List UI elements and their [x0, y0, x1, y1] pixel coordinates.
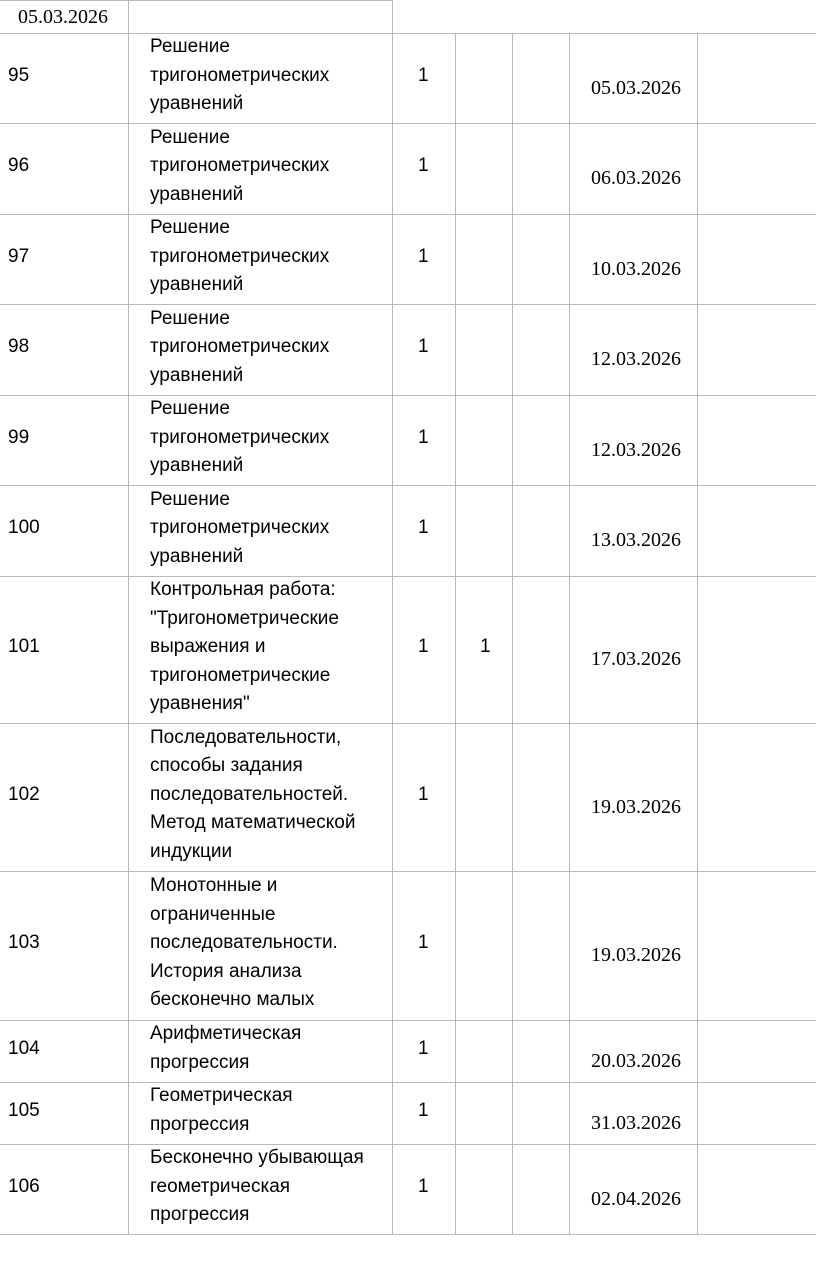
topic-line: тригонометрических [150, 517, 330, 539]
topic-line: Решение [150, 217, 230, 239]
date-cell: 20.03.2026 [591, 1049, 681, 1072]
header-date: 05.03.2026 [18, 6, 108, 28]
topic-line: прогрессия [150, 1114, 250, 1135]
row-number: 100 [8, 517, 40, 539]
date-cell: 06.03.2026 [591, 167, 681, 190]
topic-line: прогрессия [150, 1052, 250, 1073]
topic-line: выражения и [150, 636, 266, 658]
date-cell: 10.03.2026 [591, 257, 681, 280]
row-number: 96 [8, 155, 30, 177]
row-number: 98 [8, 336, 30, 358]
table-border [0, 1234, 816, 1235]
table-border [0, 214, 816, 215]
table-border [0, 871, 816, 872]
topic-line: тригонометрических [150, 155, 330, 177]
date-cell: 17.03.2026 [591, 648, 681, 671]
date-cell: 19.03.2026 [591, 944, 681, 967]
topic-line: тригонометрические [150, 664, 331, 686]
topic-line: уравнений [150, 545, 244, 567]
hours-cell: 1 [418, 932, 429, 954]
row-number: 101 [8, 636, 40, 658]
hours-cell: 1 [418, 64, 429, 86]
topic-line: тригонометрических [150, 426, 330, 448]
hours-cell: 1 [418, 1099, 429, 1121]
table-border [0, 0, 392, 1]
hours-cell: 1 [418, 517, 429, 539]
table-border [0, 485, 816, 486]
table-border [0, 723, 816, 724]
row-number: 106 [8, 1175, 40, 1197]
topic-line: последовательностей. [150, 783, 349, 805]
table-border [128, 0, 129, 33]
topic-line: способы задания [150, 755, 303, 777]
topic-line: Бесконечно убывающая [150, 1147, 364, 1169]
topic-line: Решение [150, 126, 230, 148]
topic-line: "Тригонометрические [150, 607, 339, 629]
date-cell: 12.03.2026 [591, 438, 681, 461]
topic-line: Решение [150, 398, 230, 420]
topic-line: индукции [150, 840, 233, 862]
table-border [0, 395, 816, 396]
topic-line: тригонометрических [150, 336, 330, 358]
hours-cell: 1 [418, 783, 429, 805]
topic-line: бесконечно малых [150, 989, 315, 1011]
row-number: 105 [8, 1099, 40, 1121]
topic-line: уравнений [150, 183, 244, 205]
control-work-cell: 1 [480, 636, 491, 658]
hours-cell: 1 [418, 636, 429, 658]
date-cell: 12.03.2026 [591, 348, 681, 371]
row-number: 102 [8, 783, 40, 805]
date-cell: 02.04.2026 [591, 1187, 681, 1210]
topic-line: прогрессия [150, 1204, 250, 1226]
row-number: 97 [8, 245, 30, 267]
topic-line: История анализа [150, 960, 302, 982]
topic-line: уравнений [150, 364, 244, 386]
topic-line: Контрольная работа: [150, 579, 336, 600]
topic-line: геометрическая [150, 1175, 291, 1197]
topic-line: уравнения" [150, 693, 250, 715]
topic-line: Последовательности, [150, 726, 342, 748]
topic-line: Арифметическая [150, 1023, 302, 1045]
topic-line: Метод математической [150, 812, 356, 834]
hours-cell: 1 [418, 1175, 429, 1197]
row-number: 99 [8, 426, 30, 448]
topic-line: Решение [150, 307, 230, 329]
row-number: 103 [8, 932, 40, 954]
topic-line: уравнений [150, 93, 244, 115]
table-border [0, 1020, 816, 1021]
date-cell: 05.03.2026 [591, 76, 681, 99]
topic-line: последовательности. [150, 932, 338, 954]
hours-cell: 1 [418, 155, 429, 177]
topic-line: Монотонные и [150, 875, 278, 896]
table-border [0, 123, 816, 124]
topic-line: уравнений [150, 274, 244, 296]
hours-cell: 1 [418, 426, 429, 448]
hours-cell: 1 [418, 336, 429, 358]
date-cell: 13.03.2026 [591, 529, 681, 552]
hours-cell: 1 [418, 1037, 429, 1059]
topic-line: Геометрическая [150, 1085, 293, 1107]
topic-line: Решение [150, 488, 230, 510]
topic-line: ограниченные [150, 903, 276, 925]
row-number: 104 [8, 1037, 40, 1059]
topic-line: тригонометрических [150, 245, 330, 267]
table-border [0, 576, 816, 577]
table-border [0, 33, 816, 34]
date-cell: 19.03.2026 [591, 795, 681, 818]
table-border [392, 0, 393, 33]
topic-line: Решение [150, 36, 230, 58]
row-number: 95 [8, 64, 30, 86]
topic-line: тригонометрических [150, 64, 330, 86]
hours-cell: 1 [418, 245, 429, 267]
table-border [0, 1082, 816, 1083]
topic-line: уравнений [150, 455, 244, 477]
table-border [0, 1144, 816, 1145]
date-cell: 31.03.2026 [591, 1111, 681, 1134]
table-border [0, 304, 816, 305]
